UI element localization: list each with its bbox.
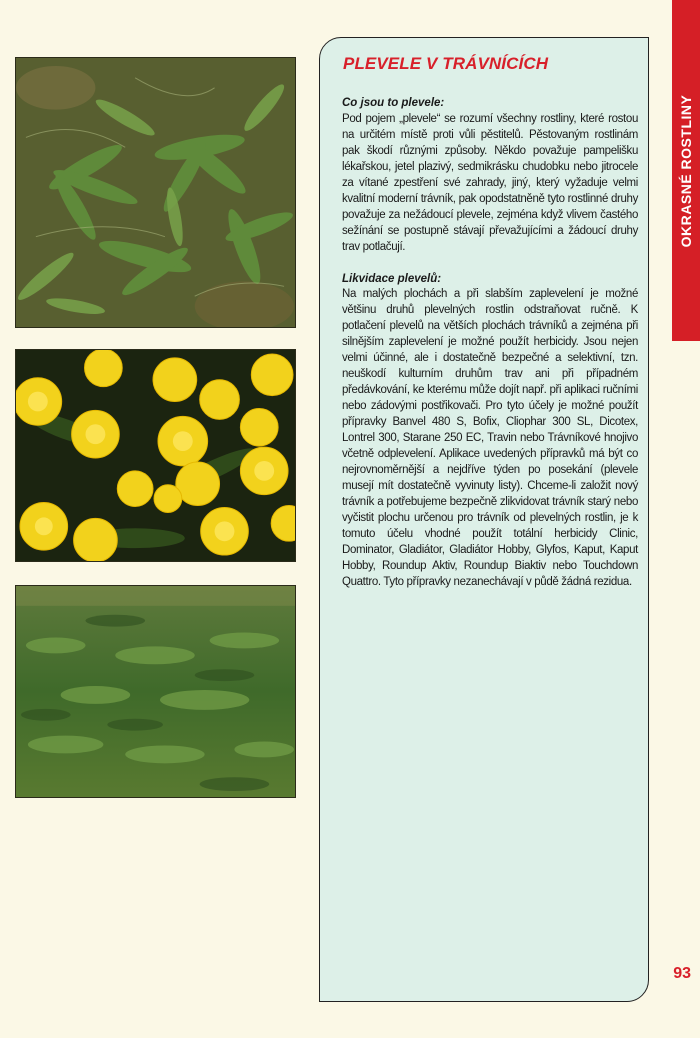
plantain-weeds-photo (15, 57, 296, 328)
article-panel (319, 37, 649, 1002)
section-text: Na malých plochách a při slabším zaplevelení je možné většinu druhů plevelných rostlin odstraňovat ručně. K potlačení plevelů na větších plochách trávníků a zejména při silnějším zaplevelení je možné použít herbicidy. Jsou nejen velmi účinné, ale i dostatečně bezpečné a selektivní, tzn. neuškodí kulturním druhům trav ani při případném předávkování, ke kterému může dojít např. při aplikaci ručními nebo zádovými postřikovači. Pro tyto účely je možné použít přípravky Banvel 480 S, Bofix, Cliophar 300 SL, Dicotex, Lontrel 300, Starane 250 EC, Travin nebo Trávníkové hnojivo včetně odplevelení. Aplikace uvedených přípravků má být co nejrovnoměrnější a nejdříve týden po posekání (plevele musejí mít dostatečně vyvinuty listy). Chceme-li založit nový trávník a potřebujeme bezpečně zlikvidovat trávník starý nebo vyčistit plochu určenou pro trávník od plevelných rostlin, je k tomuto účelu vhodné použít totální herbicidy Clinic, Dominator, Gladiátor, Gladiátor Hobby, Glyfos, Kaput, Kaput Hobby, Roundup Aktiv, Roundup Biaktiv nebo Touchdown Quattro. Tyto přípravky nezanechávají v půdě žádná rezidua. (342, 288, 638, 588)
section-heading: Co jsou to plevele: (342, 97, 445, 109)
weedy-lawn-photo (15, 585, 296, 798)
section-tab (672, 0, 700, 341)
section-tab-label: OKRASNÉ ROSTLINY (678, 94, 694, 247)
article-title: PLEVELE V TRÁVNÍCÍCH (343, 54, 549, 73)
article-body (342, 96, 638, 591)
section-heading: Likvidace plevelů: (342, 272, 442, 285)
dandelion-flowers-photo (15, 349, 296, 562)
section-text: Pod pojem „plevele“ se rozumí všechny rostliny, které rostou na určitém místě proti vůli pěstitelů. Pěstovaným rostlinám pak škodí různými způsoby. Někdo považuje pampelišku lékařskou, jetel plazivý, sedmikrásku chudobku nebo jitrocele za vítané zpestření své zahrady, jiný, který vyžaduje velmi kvalitní moderní trávník, pak opodstatněně tyto rostlinné druhy považuje za nežádoucí plevele, zejména když vlivem častého sežínání se postupně stávají převažujícími a žádoucí druhy trav potlačují. (342, 112, 638, 253)
page-number: 93 (673, 965, 691, 982)
